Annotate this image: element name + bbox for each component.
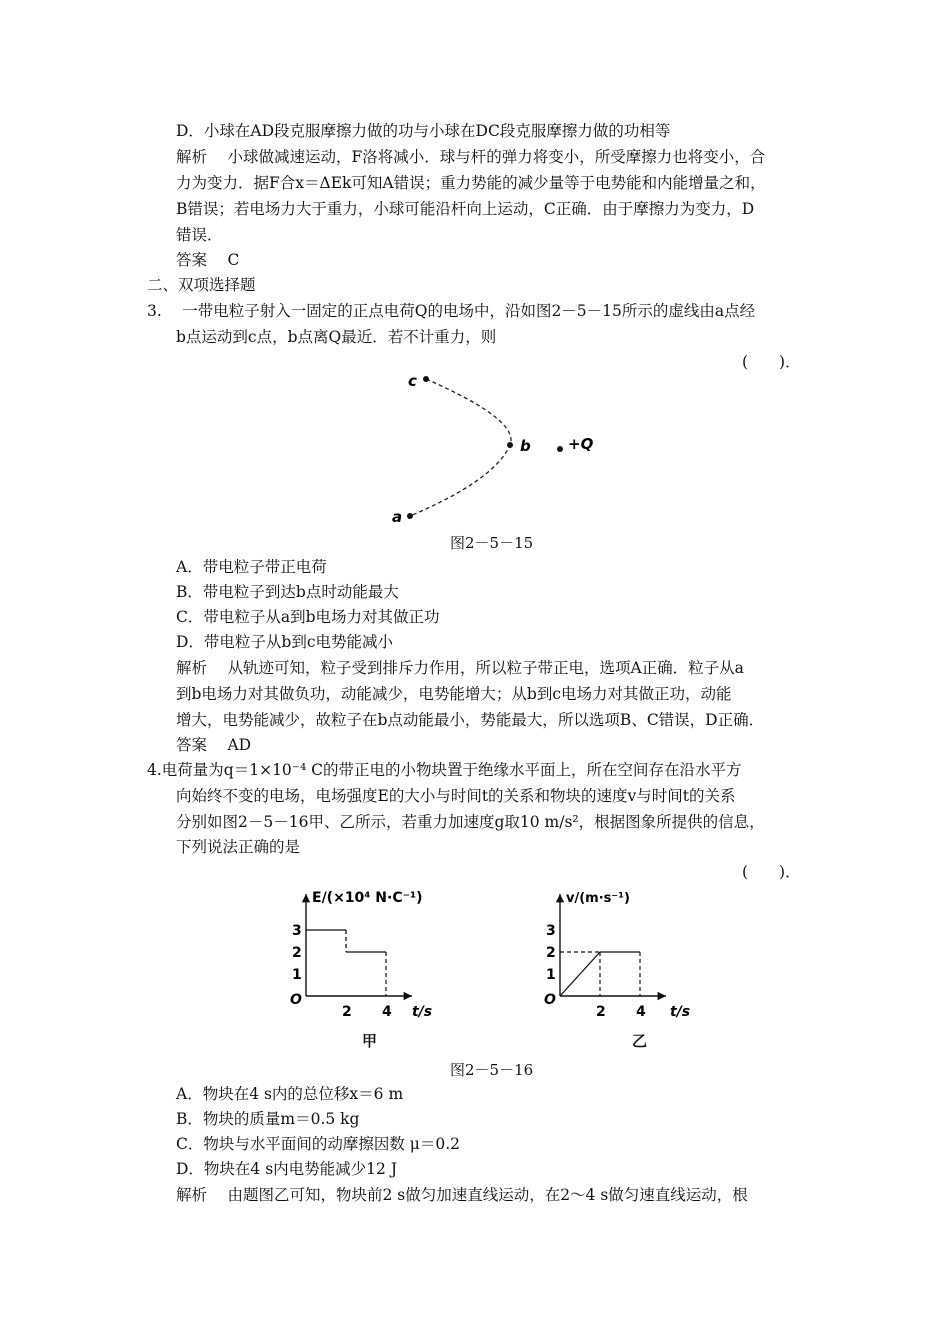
- q3-point-c: [423, 376, 429, 382]
- q3-option-c: C．带电粒子从a到b电场力对其做正功: [176, 608, 440, 626]
- chart0-sub-label: 甲: [362, 1032, 378, 1050]
- chart1-marks: [546, 923, 646, 1020]
- chart1-xtick-2: 2: [596, 1004, 606, 1020]
- q3-option-a: A．带电粒子带正电荷: [176, 558, 327, 576]
- chart1-ytick-3: 3: [546, 923, 556, 939]
- chart1-ytick-2: 2: [546, 945, 556, 961]
- q3-answer-label: 答案: [176, 736, 208, 754]
- chart1-xlabel: t/s: [670, 1004, 691, 1020]
- q3-label-a: a: [392, 508, 403, 526]
- prev-answer-value: C: [227, 251, 240, 269]
- q4-bracket: ( )．: [742, 863, 801, 881]
- prev-option-d: D．小球在AD段克服摩擦力做的功与小球在DC段克服摩擦力做的功相等: [176, 122, 671, 140]
- prev-answer-label: 答案: [176, 251, 208, 269]
- chart0-ytick-2: 2: [292, 945, 302, 961]
- prev-analysis-line-3: B错误；若电场力大于重力，小球可能沿杆向上运动，C正确．由于摩擦力为变力，D: [176, 200, 755, 218]
- q3-analysis-line-3: 增大，电势能减少，故粒子在b点动能最小，势能最大，所以选项B、C错误，D正确．: [176, 711, 765, 729]
- chart1-ylabel: v/(m·s⁻¹): [566, 891, 630, 906]
- prev-analysis-line-1: [176, 146, 765, 168]
- section-title: 二、双项选择题: [147, 276, 256, 294]
- q3-option-d: D．带电粒子从b到c电势能减小: [176, 633, 394, 651]
- chart1-ytick-1: 1: [546, 967, 556, 983]
- q3-point-a: [407, 513, 413, 519]
- q3-answer: [176, 734, 251, 756]
- q4-figure-caption: 图2－5－16: [450, 1061, 534, 1079]
- q4-analysis-line-1: [176, 1184, 748, 1206]
- prev-answer: [176, 249, 239, 271]
- q3-trajectory-figure: [380, 360, 620, 535]
- q3-stem-line-1: [147, 300, 755, 322]
- q4-option-a: A．物块在4 s内的总位移x＝6 m: [176, 1085, 404, 1103]
- chart0-xtick-2: 2: [342, 1004, 352, 1020]
- q3-number: 3.: [147, 302, 162, 320]
- q4-stem-line-3: 分别如图2－5－16甲、乙所示，若重力加速度g取10 m/s²，根据图象所提供的信息，: [176, 813, 765, 831]
- q3-option-b: B．带电粒子到达b点时动能最大: [176, 583, 399, 601]
- q4-number: 4.: [147, 761, 162, 779]
- q3-analysis-line-1: [176, 657, 744, 679]
- q3-label-c: c: [408, 372, 417, 390]
- q4-stem-line-4: 下列说法正确的是: [176, 838, 301, 856]
- chart0-origin: O: [290, 992, 302, 1008]
- q4-option-c: C．物块与水平面间的动摩擦因数 μ＝0.2: [176, 1135, 461, 1153]
- q3-analysis-line-2: 到b电场力对其做负功，动能减少，电势能增大；从b到c电场力对其做正功，动能: [176, 685, 732, 703]
- q4-option-d: D．物块在4 s内电势能减少12 J: [176, 1160, 398, 1178]
- q3-stem-line-2: b点运动到c点，b点离Q最近．若不计重力，则: [176, 328, 497, 346]
- prev-analysis-text-1: 小球做减速运动，F洛将减小．球与杆的弹力将变小，所受摩擦力也将变小，合: [227, 148, 766, 166]
- chart1-origin: O: [544, 992, 556, 1008]
- chart0-ytick-3: 3: [292, 923, 302, 939]
- q3-bracket: ( )．: [742, 353, 801, 371]
- q4-stem-line-1: [147, 759, 741, 781]
- q3-analysis-label: 解析: [176, 659, 208, 677]
- q4-option-b: B．物块的质量m＝0.5 kg: [176, 1110, 360, 1128]
- chart1-segment-0: [560, 952, 600, 996]
- q3-analysis-text-1: 从轨迹可知，粒子受到排斥力作用，所以粒子带正电，选项A正确．粒子从a: [227, 659, 744, 677]
- chart0-ylabel: E/(×10⁴ N·C⁻¹): [312, 890, 423, 906]
- prev-analysis-line-4: 错误．: [176, 226, 223, 244]
- q4-analysis-text-1: 由题图乙可知，物块前2 s做匀加速直线运动，在2～4 s做匀速直线运动，根: [227, 1186, 748, 1204]
- chart0-xlabel: t/s: [412, 1004, 433, 1020]
- q3-point-b: [507, 442, 513, 448]
- chart0-ytick-1: 1: [292, 967, 302, 983]
- q3-label-b: b: [520, 437, 531, 455]
- chart-e-vs-t: [280, 880, 450, 1020]
- chart0-xtick-4: 4: [382, 1004, 392, 1020]
- chart0-marks: [292, 923, 392, 1020]
- q3-point-q: [557, 446, 563, 452]
- chart1-sub-label: 乙: [632, 1032, 648, 1050]
- q4-stem-line-2: 向始终不变的电场，电场强度E的大小与时间t的关系和物块的速度v与时间t的关系: [176, 787, 736, 805]
- q3-figure-caption: 图2－5－15: [450, 534, 534, 552]
- q3-label-q: +Q: [568, 435, 594, 453]
- q3-stem-text-1: 一带电粒子射入一固定的正点电荷Q的电场中，沿如图2－5－15所示的虚线由a点经: [182, 302, 756, 320]
- prev-analysis-line-2: 力为变力．据F合x＝ΔEk可知A错误；重力势能的减少量等于电势能和内能增量之和，: [176, 174, 766, 192]
- q3-trajectory-path: [410, 379, 511, 516]
- chart-v-vs-t: [530, 880, 705, 1020]
- q4-analysis-label: 解析: [176, 1186, 208, 1204]
- q3-answer-value: AD: [227, 736, 252, 754]
- q4-stem-text-1: 电荷量为q＝1×10⁻⁴ C的带正电的小物块置于绝缘水平面上，所在空间存在沿水平方: [161, 761, 742, 779]
- prev-analysis-label: 解析: [176, 148, 208, 166]
- chart1-xtick-4: 4: [636, 1004, 646, 1020]
